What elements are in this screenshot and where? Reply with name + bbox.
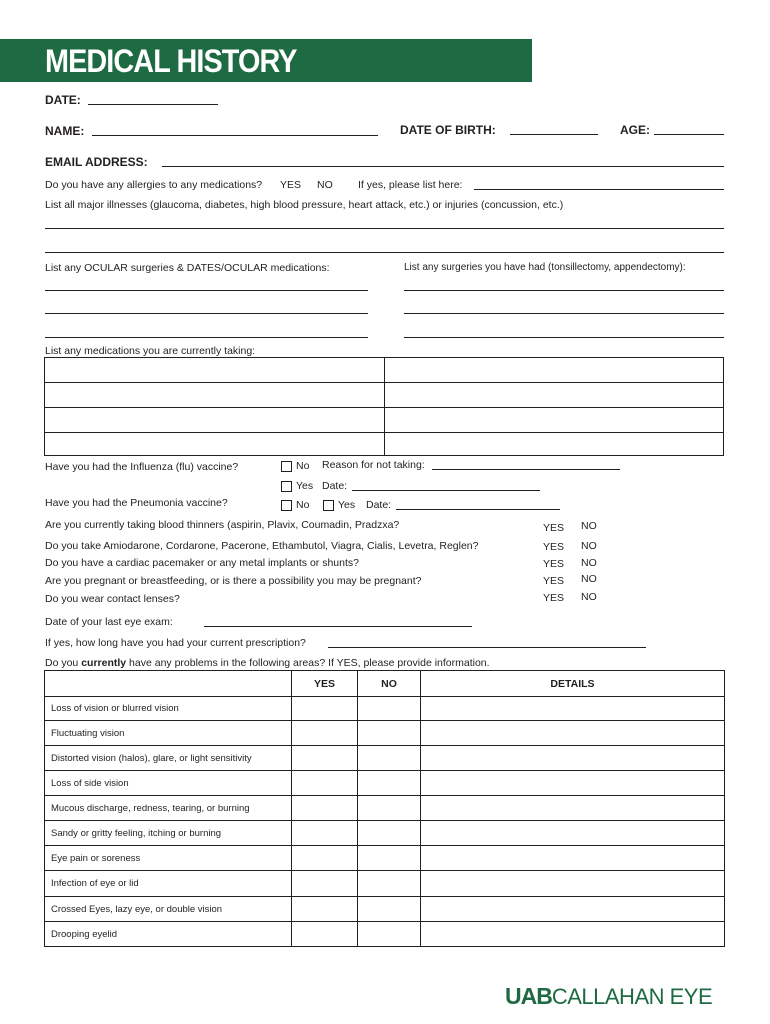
problem-no-cell[interactable]: [358, 697, 421, 721]
question-blood-thinners: Are you currently taking blood thinners (aspirin, Plavix, Coumadin, Pradzxa?: [45, 519, 400, 531]
problem-details-cell[interactable]: [421, 771, 725, 796]
problems-header-blank: [45, 671, 292, 697]
problem-yes-cell[interactable]: [292, 796, 358, 821]
problem-no-cell[interactable]: [358, 871, 421, 897]
medication-cell[interactable]: [385, 408, 724, 433]
flu-date-label: Date:: [322, 480, 348, 492]
medication-cell[interactable]: [45, 408, 385, 433]
surgery-line-1[interactable]: [404, 290, 724, 291]
date-field[interactable]: [88, 104, 218, 105]
flu-reason-field[interactable]: [432, 469, 620, 470]
ocular-line-3[interactable]: [45, 337, 368, 338]
problem-details-cell[interactable]: [421, 697, 725, 721]
problem-row-label: Crossed Eyes, lazy eye, or double vision: [45, 897, 292, 922]
problem-details-cell[interactable]: [421, 871, 725, 897]
problem-no-cell[interactable]: [358, 796, 421, 821]
problem-details-cell[interactable]: [421, 746, 725, 771]
name-label: NAME:: [45, 124, 85, 138]
problem-yes-cell[interactable]: [292, 821, 358, 846]
pneumonia-no-checkbox[interactable]: [281, 500, 292, 511]
medication-cell[interactable]: [385, 433, 724, 456]
problem-no-cell[interactable]: [358, 897, 421, 922]
allergies-question: Do you have any allergies to any medications?: [45, 179, 263, 191]
pacemaker-yes[interactable]: YES: [543, 558, 565, 570]
other-surgeries-label: List any surgeries you have had (tonsillectomy, appendectomy):: [404, 262, 686, 273]
problems-intro-suffix: have any problems in the following areas? If YES, please provide information.: [126, 657, 490, 669]
problems-intro-prefix: Do you: [45, 657, 82, 669]
illnesses-label: List all major illnesses (glaucoma, diabetes, high blood pressure, heart attack, etc.) or injuries (concussion, etc.): [45, 199, 564, 211]
page-title: MEDICAL HISTORY: [45, 43, 297, 79]
surgery-line-2[interactable]: [404, 313, 724, 314]
problem-row-label: Eye pain or soreness: [45, 846, 292, 871]
age-label: AGE:: [620, 123, 650, 137]
flu-question: Have you had the Influenza (flu) vaccine?: [45, 461, 239, 473]
title-banner: [0, 39, 532, 82]
pregnant-yes[interactable]: YES: [543, 575, 565, 587]
problem-yes-cell[interactable]: [292, 746, 358, 771]
col-header-details: DETAILS: [421, 671, 725, 697]
medication-cell[interactable]: [45, 358, 385, 383]
problem-row-label: Drooping eyelid: [45, 922, 292, 947]
problem-row-label: Infection of eye or lid: [45, 871, 292, 897]
pneumonia-date-field[interactable]: [396, 509, 560, 510]
problem-no-cell[interactable]: [358, 771, 421, 796]
ocular-surgeries-label: List any OCULAR surgeries & DATES/OCULAR medications:: [45, 262, 330, 274]
problems-intro-bold: currently: [81, 657, 127, 669]
problem-row-label: Mucous discharge, redness, tearing, or burning: [45, 796, 292, 821]
question-pacemaker: Do you have a cardiac pacemaker or any metal implants or shunts?: [45, 557, 359, 569]
contacts-no[interactable]: NO: [581, 591, 597, 603]
medication-cell[interactable]: [385, 358, 724, 383]
pneumonia-date-label: Date:: [366, 499, 392, 511]
col-header-yes: YES: [292, 671, 358, 697]
problem-no-cell[interactable]: [358, 846, 421, 871]
flu-date-field[interactable]: [352, 490, 540, 491]
uab-callahan-eye-logo: [505, 983, 713, 1009]
flu-no-checkbox[interactable]: [281, 461, 292, 472]
pregnant-no[interactable]: NO: [581, 573, 597, 585]
medication-cell[interactable]: [45, 383, 385, 408]
illnesses-line-1[interactable]: [45, 228, 724, 229]
problem-row-label: Fluctuating vision: [45, 721, 292, 746]
question-medications: Do you take Amiodarone, Cordarone, Pacerone, Ethambutol, Viagra, Cialis, Levetra, Reglen?: [45, 540, 479, 552]
blood-thinners-yes[interactable]: YES: [543, 522, 565, 534]
problem-details-cell[interactable]: [421, 721, 725, 746]
contacts-yes[interactable]: YES: [543, 592, 565, 604]
pacemaker-no[interactable]: NO: [581, 557, 597, 569]
problem-yes-cell[interactable]: [292, 922, 358, 947]
problem-no-cell[interactable]: [358, 922, 421, 947]
problem-row-label: Loss of side vision: [45, 771, 292, 796]
flu-yes-checkbox[interactable]: [281, 481, 292, 492]
flu-no-label: No: [296, 460, 310, 472]
problem-yes-cell[interactable]: [292, 897, 358, 922]
flu-yes-label: Yes: [296, 480, 314, 492]
blood-thinners-no[interactable]: NO: [581, 520, 597, 532]
problem-row-label: Sandy or gritty feeling, itching or burning: [45, 821, 292, 846]
prescription-label: If yes, how long have you had your current prescription?: [45, 637, 306, 649]
medication-cell[interactable]: [385, 383, 724, 408]
problem-yes-cell[interactable]: [292, 697, 358, 721]
flu-reason-label: Reason for not taking:: [322, 459, 425, 471]
problem-yes-cell[interactable]: [292, 771, 358, 796]
name-field[interactable]: [92, 135, 378, 136]
last-exam-field[interactable]: [204, 626, 472, 627]
problem-no-cell[interactable]: [358, 746, 421, 771]
problem-details-cell[interactable]: [421, 821, 725, 846]
allergies-followup: If yes, please list here:: [358, 179, 463, 191]
problems-table: [44, 670, 725, 947]
allergies-list-field[interactable]: [474, 189, 724, 190]
problem-details-cell[interactable]: [421, 897, 725, 922]
medications-label: List any medications you are currently taking:: [45, 345, 256, 357]
pneumonia-yes-checkbox[interactable]: [323, 500, 334, 511]
prescription-field[interactable]: [328, 647, 646, 648]
dob-field[interactable]: [510, 134, 598, 135]
dob-label: DATE OF BIRTH:: [400, 123, 496, 137]
email-field[interactable]: [162, 166, 724, 167]
problem-row-label: Loss of vision or blurred vision: [45, 697, 292, 721]
surgery-line-3[interactable]: [404, 337, 724, 338]
pneumonia-yes-label: Yes: [338, 499, 356, 511]
age-field[interactable]: [654, 134, 724, 135]
col-header-no: NO: [358, 671, 421, 697]
medications-table: [44, 357, 724, 456]
logo-callahan-eye: CALLAHAN EYE: [551, 984, 713, 1009]
pneumonia-question: Have you had the Pneumonia vaccine?: [45, 497, 228, 509]
problem-details-cell[interactable]: [421, 922, 725, 947]
problem-yes-cell[interactable]: [292, 846, 358, 871]
problem-yes-cell[interactable]: [292, 871, 358, 897]
question-pregnant: Are you pregnant or breastfeeding, or is there a possibility you may be pregnant?: [45, 575, 422, 587]
allergies-no[interactable]: NO: [317, 179, 333, 191]
question-contacts: Do you wear contact lenses?: [45, 593, 180, 605]
date-label: DATE:: [45, 93, 81, 107]
last-exam-label: Date of your last eye exam:: [45, 616, 173, 628]
pneumonia-no-label: No: [296, 499, 310, 511]
problem-no-cell[interactable]: [358, 821, 421, 846]
problem-no-cell[interactable]: [358, 721, 421, 746]
problem-details-cell[interactable]: [421, 846, 725, 871]
problem-row-label: Distorted vision (halos), glare, or light sensitivity: [45, 746, 292, 771]
allergies-yes[interactable]: YES: [280, 179, 302, 191]
illnesses-line-2[interactable]: [45, 252, 724, 253]
problem-details-cell[interactable]: [421, 796, 725, 821]
ocular-line-2[interactable]: [45, 313, 368, 314]
ocular-line-1[interactable]: [45, 290, 368, 291]
problem-yes-cell[interactable]: [292, 721, 358, 746]
problems-intro: [45, 657, 490, 669]
medications-no[interactable]: NO: [581, 540, 597, 552]
logo-uab: UAB: [505, 983, 552, 1009]
medications-yes[interactable]: YES: [543, 541, 565, 553]
medication-cell[interactable]: [45, 433, 385, 456]
email-label: EMAIL ADDRESS:: [45, 155, 148, 169]
